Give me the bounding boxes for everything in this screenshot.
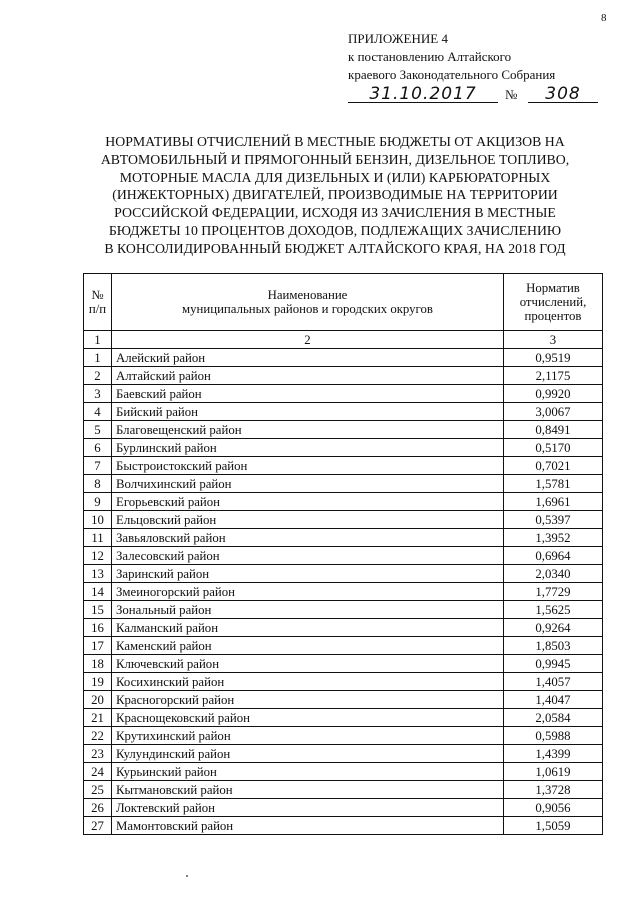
municipality-name: Каменский район — [112, 637, 504, 655]
table-row — [84, 799, 603, 817]
norm-value: 1,4057 — [504, 673, 603, 691]
table-header-row — [84, 274, 603, 331]
municipality-name: Быстроистокский район — [112, 457, 504, 475]
municipality-name: Змеиногорский район — [112, 583, 504, 601]
municipality-name: Залесовский район — [112, 547, 504, 565]
norms-table — [83, 273, 603, 835]
table-row — [84, 583, 603, 601]
norm-value: 0,9945 — [504, 655, 603, 673]
header-number — [84, 274, 112, 331]
norm-value: 1,0619 — [504, 763, 603, 781]
header-norm — [504, 274, 603, 331]
title-line: АВТОМОБИЛЬНЫЙ И ПРЯМОГОННЫЙ БЕНЗИН, ДИЗЕЛЬНОЕ ТОПЛИВО, — [100, 151, 570, 167]
title-line: МОТОРНЫЕ МАСЛА ДЛЯ ДИЗЕЛЬНЫХ И (ИЛИ) КАРБЮРАТОРНЫХ — [119, 169, 551, 185]
municipality-name: Красногорский район — [112, 691, 504, 709]
norm-value: 1,5059 — [504, 817, 603, 835]
norm-value: 1,5625 — [504, 601, 603, 619]
table-row — [84, 439, 603, 457]
column-index: 2 — [112, 331, 504, 349]
norm-value: 0,5397 — [504, 511, 603, 529]
table-row — [84, 655, 603, 673]
norm-value: 1,4047 — [504, 691, 603, 709]
norm-value: 2,0340 — [504, 565, 603, 583]
title-line: РОССИЙСКОЙ ФЕДЕРАЦИИ, ИСХОДЯ ИЗ ЗАЧИСЛЕНИЯ В МЕСТНЫЕ — [114, 205, 556, 221]
header-norm-line: процентов — [524, 309, 582, 323]
norm-value: 0,5170 — [504, 439, 603, 457]
municipality-name: Егорьевский район — [112, 493, 504, 511]
row-number: 10 — [84, 511, 112, 529]
appendix-line-assembly: краевого Законодательного Собрания — [348, 67, 556, 82]
table-row — [84, 709, 603, 727]
table-row — [84, 727, 603, 745]
row-number: 15 — [84, 601, 112, 619]
header-number-line: п/п — [88, 302, 107, 316]
municipality-name: Зональный район — [112, 601, 504, 619]
row-number: 12 — [84, 547, 112, 565]
resolution-date-number — [348, 84, 618, 104]
title-line: (ИНЖЕКТОРНЫХ) ДВИГАТЕЛЕЙ, ПРОИЗВОДИМЫЕ НА ТЕРРИТОРИИ — [112, 187, 558, 203]
table-row — [84, 349, 603, 367]
norm-value: 2,1175 — [504, 367, 603, 385]
row-number: 17 — [84, 637, 112, 655]
header-name-line: муниципальных районов и городских округов — [182, 302, 433, 316]
appendix-block — [348, 30, 618, 104]
resolution-date: 31.10.2017 — [348, 86, 498, 103]
table-row — [84, 619, 603, 637]
table-row — [84, 601, 603, 619]
page-number: 8 — [601, 12, 607, 24]
table-row — [84, 421, 603, 439]
municipality-name: Алейский район — [112, 349, 504, 367]
municipality-name: Краснощековский район — [112, 709, 504, 727]
municipality-name: Калманский район — [112, 619, 504, 637]
norm-value: 1,3728 — [504, 781, 603, 799]
title-line: В КОНСОЛИДИРОВАННЫЙ БЮДЖЕТ АЛТАЙСКОГО КРАЯ, НА 2018 ГОД — [104, 240, 566, 256]
norm-value: 0,8491 — [504, 421, 603, 439]
norm-value: 1,4399 — [504, 745, 603, 763]
scan-speck — [186, 875, 188, 877]
title-line: НОРМАТИВЫ ОТЧИСЛЕНИЙ В МЕСТНЫЕ БЮДЖЕТЫ ОТ АКЦИЗОВ НА — [105, 134, 565, 149]
row-number: 27 — [84, 817, 112, 835]
row-number: 23 — [84, 745, 112, 763]
row-number: 19 — [84, 673, 112, 691]
municipality-name: Бийский район — [112, 403, 504, 421]
table-row — [84, 781, 603, 799]
municipality-name: Заринский район — [112, 565, 504, 583]
municipality-name: Баевский район — [112, 385, 504, 403]
row-number: 18 — [84, 655, 112, 673]
norm-value: 0,5988 — [504, 727, 603, 745]
table-row — [84, 529, 603, 547]
row-number: 1 — [84, 349, 112, 367]
row-number: 14 — [84, 583, 112, 601]
norm-value: 2,0584 — [504, 709, 603, 727]
municipality-name: Волчихинский район — [112, 475, 504, 493]
municipality-name: Завьяловский район — [112, 529, 504, 547]
norm-value: 1,6961 — [504, 493, 603, 511]
row-number: 24 — [84, 763, 112, 781]
row-number: 13 — [84, 565, 112, 583]
table-row — [84, 385, 603, 403]
municipality-name: Ключевский район — [112, 655, 504, 673]
row-number: 21 — [84, 709, 112, 727]
row-number: 20 — [84, 691, 112, 709]
norm-value: 0,9056 — [504, 799, 603, 817]
norm-value: 0,9264 — [504, 619, 603, 637]
municipality-name: Крутихинский район — [112, 727, 504, 745]
column-index: 1 — [84, 331, 112, 349]
table-row — [84, 511, 603, 529]
row-number: 11 — [84, 529, 112, 547]
table-row — [84, 457, 603, 475]
municipality-name: Косихинский район — [112, 673, 504, 691]
row-number: 8 — [84, 475, 112, 493]
row-number: 5 — [84, 421, 112, 439]
header-number-line: № — [91, 288, 104, 302]
table-row — [84, 745, 603, 763]
norm-value: 1,5781 — [504, 475, 603, 493]
norm-value: 3,0067 — [504, 403, 603, 421]
appendix-line-resolution: к постановлению Алтайского — [348, 49, 512, 64]
header-norm-line: Норматив — [526, 281, 580, 295]
municipality-name: Локтевский район — [112, 799, 504, 817]
column-index: 3 — [504, 331, 603, 349]
table-row — [84, 547, 603, 565]
row-number: 25 — [84, 781, 112, 799]
row-number: 9 — [84, 493, 112, 511]
table-row — [84, 493, 603, 511]
row-number: 3 — [84, 385, 112, 403]
row-number: 2 — [84, 367, 112, 385]
table-row — [84, 403, 603, 421]
norm-value: 1,7729 — [504, 583, 603, 601]
table-row — [84, 475, 603, 493]
table-row — [84, 763, 603, 781]
row-number: 7 — [84, 457, 112, 475]
municipality-name: Бурлинский район — [112, 439, 504, 457]
row-number: 4 — [84, 403, 112, 421]
document-title — [70, 133, 600, 258]
municipality-name: Ельцовский район — [112, 511, 504, 529]
table-row — [84, 367, 603, 385]
municipality-name: Мамонтовский район — [112, 817, 504, 835]
municipality-name: Кытмановский район — [112, 781, 504, 799]
title-line: БЮДЖЕТЫ 10 ПРОЦЕНТОВ ДОХОДОВ, ПОДЛЕЖАЩИХ ЗАЧИСЛЕНИЮ — [108, 222, 562, 238]
column-index-row — [84, 331, 603, 349]
row-number: 22 — [84, 727, 112, 745]
header-name-line: Наименование — [267, 288, 348, 302]
table-row — [84, 637, 603, 655]
municipality-name: Курьинский район — [112, 763, 504, 781]
number-sign: № — [505, 87, 518, 102]
header-name — [112, 274, 504, 331]
row-number: 16 — [84, 619, 112, 637]
table-row — [84, 565, 603, 583]
norm-value: 0,7021 — [504, 457, 603, 475]
municipality-name: Алтайский район — [112, 367, 504, 385]
resolution-number: 308 — [528, 86, 598, 103]
norm-value: 0,6964 — [504, 547, 603, 565]
municipality-name: Кулундинский район — [112, 745, 504, 763]
header-norm-line: отчислений, — [519, 295, 587, 309]
table-row — [84, 817, 603, 835]
table-row — [84, 673, 603, 691]
norm-value: 0,9519 — [504, 349, 603, 367]
row-number: 26 — [84, 799, 112, 817]
norm-value: 1,3952 — [504, 529, 603, 547]
appendix-title: ПРИЛОЖЕНИЕ 4 — [348, 31, 448, 46]
norm-value: 1,8503 — [504, 637, 603, 655]
municipality-name: Благовещенский район — [112, 421, 504, 439]
norm-value: 0,9920 — [504, 385, 603, 403]
table-row — [84, 691, 603, 709]
row-number: 6 — [84, 439, 112, 457]
